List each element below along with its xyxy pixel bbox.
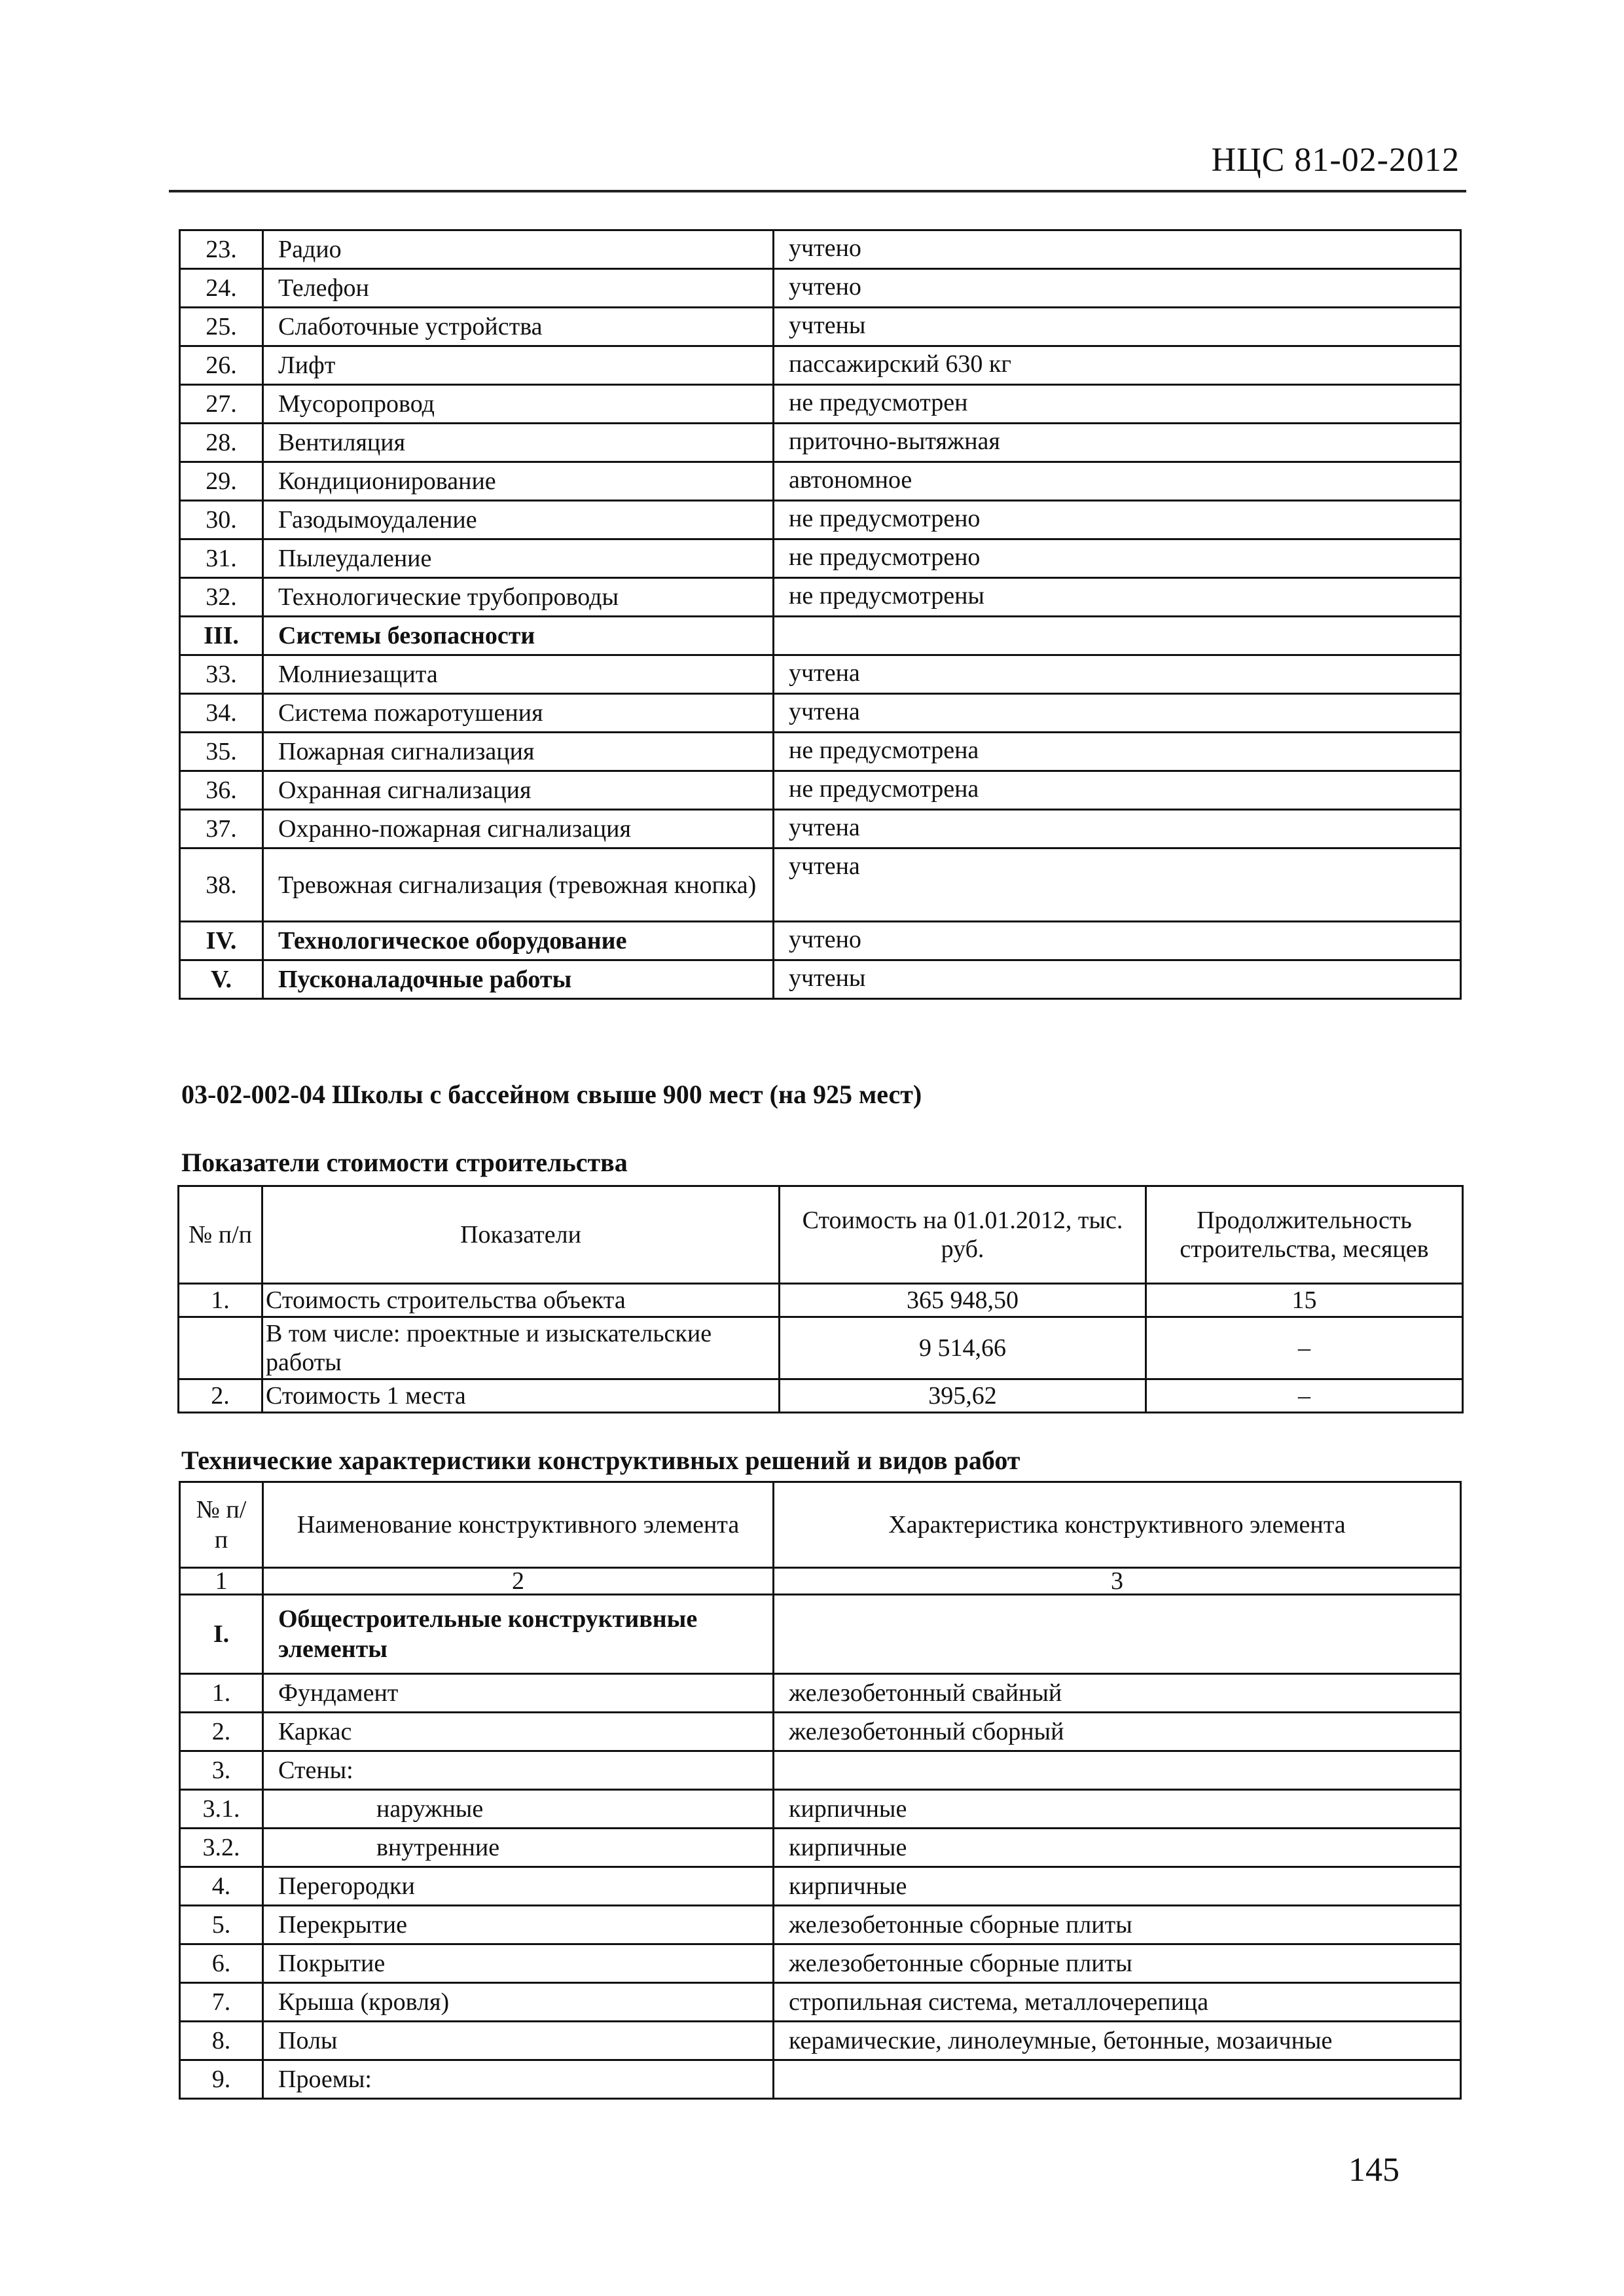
row-number: 28.	[180, 424, 263, 462]
row-number: 31.	[180, 539, 263, 578]
table-row	[180, 539, 1461, 578]
row-number: 5.	[180, 1906, 263, 1944]
row-value: не предусмотрены	[774, 578, 1461, 617]
row-value: стропильная система, металлочерепица	[774, 1983, 1461, 2022]
section-row	[180, 922, 1461, 960]
row-cost: 365 948,50	[780, 1284, 1146, 1317]
table-row	[180, 1906, 1461, 1944]
row-value: учтены	[774, 960, 1461, 999]
table-row	[180, 1751, 1461, 1790]
table-row	[180, 1790, 1461, 1829]
row-value: не предусмотрено	[774, 539, 1461, 578]
row-number: 7.	[180, 1983, 263, 2022]
row-number: 3.	[180, 1751, 263, 1790]
row-number: 27.	[180, 385, 263, 424]
table-row	[180, 578, 1461, 617]
row-value: учтена	[774, 655, 1461, 694]
table-row	[180, 733, 1461, 771]
table-row	[180, 346, 1461, 385]
row-name: Проемы:	[263, 2060, 774, 2099]
row-value: кирпичные	[774, 1790, 1461, 1829]
row-name: Технологическое оборудование	[263, 922, 774, 960]
row-number	[179, 1317, 262, 1379]
table-row	[180, 694, 1461, 733]
header-rule	[169, 190, 1466, 192]
row-name: Покрытие	[263, 1944, 774, 1983]
section-row	[180, 617, 1461, 655]
row-value: железобетонный свайный	[774, 1674, 1461, 1713]
row-name: Общестроительные конструктивные элементы	[263, 1595, 774, 1674]
row-value: керамические, линолеумные, бетонные, мозаичные	[774, 2022, 1461, 2060]
row-number: 1.	[179, 1284, 262, 1317]
table-row	[180, 462, 1461, 501]
row-indicator: Стоимость 1 места	[262, 1379, 780, 1413]
row-name: Слаботочные устройства	[263, 308, 774, 346]
table-row	[180, 771, 1461, 810]
row-value: учтено	[774, 922, 1461, 960]
document-code: НЦС 81-02-2012	[1211, 141, 1460, 179]
row-name: Фундамент	[263, 1674, 774, 1713]
row-number: V.	[180, 960, 263, 999]
row-name: Крыша (кровля)	[263, 1983, 774, 2022]
header-num: № п/п	[180, 1482, 263, 1568]
table-row	[180, 810, 1461, 848]
table-row	[180, 1829, 1461, 1867]
row-number: 3.1.	[180, 1790, 263, 1829]
row-cost: 395,62	[780, 1379, 1146, 1413]
header-indicator: Показатели	[262, 1186, 780, 1284]
table-row	[180, 424, 1461, 462]
column-index: 3	[774, 1568, 1461, 1595]
row-number: 37.	[180, 810, 263, 848]
row-number: 1.	[180, 1674, 263, 1713]
row-value	[774, 2060, 1461, 2099]
header-cost: Стоимость на 01.01.2012, тыс. руб.	[780, 1186, 1146, 1284]
row-name: Радио	[263, 230, 774, 269]
tech-table	[179, 1481, 1462, 2100]
table-row	[180, 1867, 1461, 1906]
table-row	[180, 308, 1461, 346]
table-row	[180, 385, 1461, 424]
row-name: Полы	[263, 2022, 774, 2060]
row-name: Пылеудаление	[263, 539, 774, 578]
table-row	[180, 1674, 1461, 1713]
row-name: Телефон	[263, 269, 774, 308]
row-duration: 15	[1146, 1284, 1463, 1317]
column-index-row	[180, 1568, 1461, 1595]
row-value	[774, 1751, 1461, 1790]
table-row	[180, 501, 1461, 539]
table-header-row	[179, 1186, 1463, 1284]
section-title: 03-02-002-04 Школы с бассейном свыше 900 мест (на 925 мест)	[181, 1080, 922, 1109]
row-number: 33.	[180, 655, 263, 694]
row-name: Вентиляция	[263, 424, 774, 462]
row-number: 26.	[180, 346, 263, 385]
row-name: Молниезащита	[263, 655, 774, 694]
table-row	[180, 230, 1461, 269]
row-name: Тревожная сигнализация (тревожная кнопка)	[263, 848, 774, 922]
row-value: кирпичные	[774, 1829, 1461, 1867]
row-name: Пожарная сигнализация	[263, 733, 774, 771]
costs-table	[177, 1185, 1464, 1413]
row-value: железобетонный сборный	[774, 1713, 1461, 1751]
row-indicator: Стоимость строительства объекта	[262, 1284, 780, 1317]
row-cost: 9 514,66	[780, 1317, 1146, 1379]
row-value: учтено	[774, 269, 1461, 308]
section-row	[180, 960, 1461, 999]
table-row	[180, 848, 1461, 922]
row-value: не предусмотрено	[774, 501, 1461, 539]
table-row	[179, 1379, 1463, 1413]
header-element: Наименование конструктивного элемента	[263, 1482, 774, 1568]
row-number: 2.	[180, 1713, 263, 1751]
row-name: внутренние	[263, 1829, 774, 1867]
row-value: учтена	[774, 848, 1461, 922]
row-name: Охранно-пожарная сигнализация	[263, 810, 774, 848]
row-name: Системы безопасности	[263, 617, 774, 655]
row-value: приточно-вытяжная	[774, 424, 1461, 462]
row-duration: –	[1146, 1317, 1463, 1379]
row-value	[774, 1595, 1461, 1674]
row-number: 3.2.	[180, 1829, 263, 1867]
row-value: железобетонные сборные плиты	[774, 1906, 1461, 1944]
row-number: 9.	[180, 2060, 263, 2099]
row-number: 8.	[180, 2022, 263, 2060]
row-value: не предусмотрена	[774, 733, 1461, 771]
row-value: железобетонные сборные плиты	[774, 1944, 1461, 1983]
row-number: 23.	[180, 230, 263, 269]
row-name: Охранная сигнализация	[263, 771, 774, 810]
row-number: IV.	[180, 922, 263, 960]
row-number: 6.	[180, 1944, 263, 1983]
table-row	[179, 1317, 1463, 1379]
tech-title: Технические характеристики конструктивных решений и видов работ	[181, 1446, 1020, 1475]
row-name: Кондиционирование	[263, 462, 774, 501]
column-index: 2	[263, 1568, 774, 1595]
row-number: 29.	[180, 462, 263, 501]
row-value: пассажирский 630 кг	[774, 346, 1461, 385]
table-row	[180, 1944, 1461, 1983]
row-value: не предусмотрен	[774, 385, 1461, 424]
row-name: Перекрытие	[263, 1906, 774, 1944]
row-name: Перегородки	[263, 1867, 774, 1906]
table-row	[180, 655, 1461, 694]
column-index: 1	[180, 1568, 263, 1595]
row-number: 25.	[180, 308, 263, 346]
costs-title: Показатели стоимости строительства	[181, 1148, 628, 1177]
row-number: 4.	[180, 1867, 263, 1906]
row-indicator: В том числе: проектные и изыскательские работы	[262, 1317, 780, 1379]
row-duration: –	[1146, 1379, 1463, 1413]
row-value: не предусмотрена	[774, 771, 1461, 810]
row-number: 30.	[180, 501, 263, 539]
row-name: Технологические трубопроводы	[263, 578, 774, 617]
section-row	[180, 1595, 1461, 1674]
table-row	[179, 1284, 1463, 1317]
row-value	[774, 617, 1461, 655]
row-number: 24.	[180, 269, 263, 308]
row-number: 36.	[180, 771, 263, 810]
header-characteristic: Характеристика конструктивного элемента	[774, 1482, 1461, 1568]
row-name: Стены:	[263, 1751, 774, 1790]
row-name: Лифт	[263, 346, 774, 385]
table-row	[180, 1983, 1461, 2022]
row-value: автономное	[774, 462, 1461, 501]
row-number: 38.	[180, 848, 263, 922]
row-number: III.	[180, 617, 263, 655]
header-duration: Продолжительность строительства, месяцев	[1146, 1186, 1463, 1284]
row-name: Каркас	[263, 1713, 774, 1751]
table-header-row	[180, 1482, 1461, 1568]
row-name: Система пожаротушения	[263, 694, 774, 733]
row-name: Пусконаладочные работы	[263, 960, 774, 999]
row-number: I.	[180, 1595, 263, 1674]
table-row	[180, 1713, 1461, 1751]
systems-table	[179, 229, 1462, 1000]
table-row	[180, 2022, 1461, 2060]
row-name: Мусоропровод	[263, 385, 774, 424]
row-number: 32.	[180, 578, 263, 617]
row-number: 2.	[179, 1379, 262, 1413]
row-name: наружные	[263, 1790, 774, 1829]
row-number: 34.	[180, 694, 263, 733]
page-number: 145	[1348, 2151, 1399, 2189]
row-value: учтена	[774, 694, 1461, 733]
row-value: учтены	[774, 308, 1461, 346]
header-num: № п/п	[179, 1186, 262, 1284]
row-value: учтено	[774, 230, 1461, 269]
row-name: Газодымоудаление	[263, 501, 774, 539]
row-value: учтена	[774, 810, 1461, 848]
table-row	[180, 2060, 1461, 2099]
table-row	[180, 269, 1461, 308]
row-value: кирпичные	[774, 1867, 1461, 1906]
row-number: 35.	[180, 733, 263, 771]
